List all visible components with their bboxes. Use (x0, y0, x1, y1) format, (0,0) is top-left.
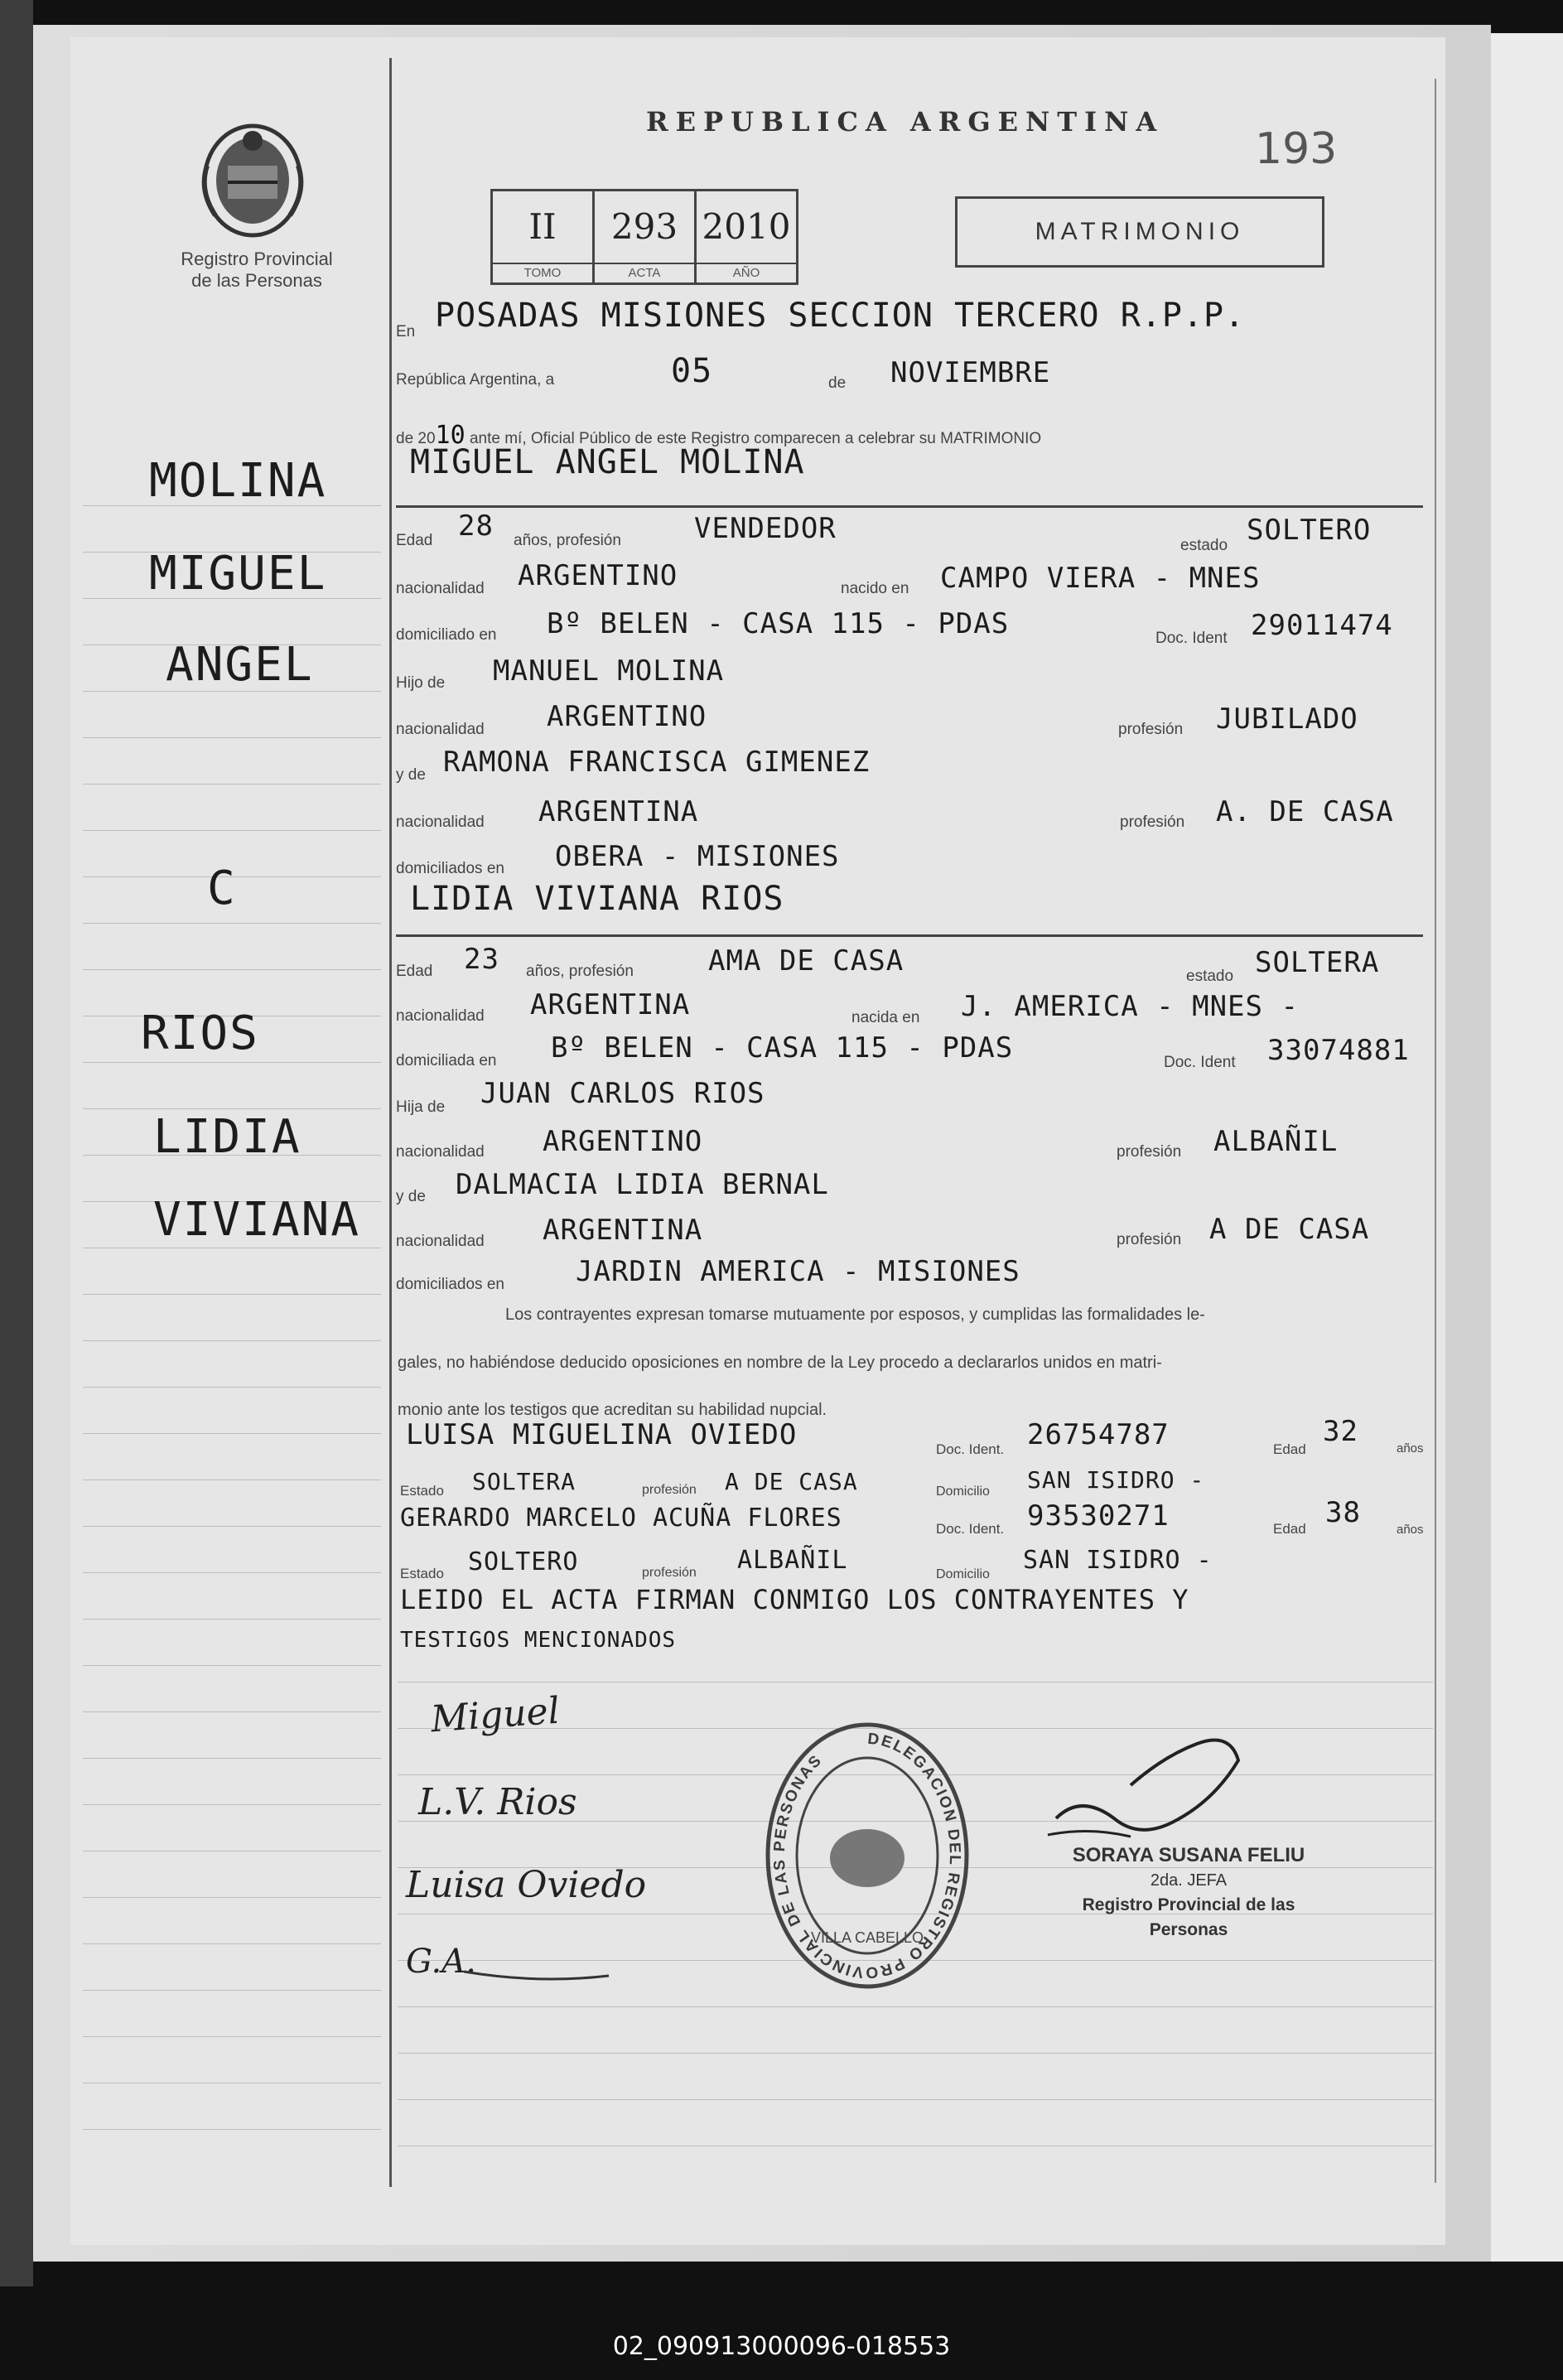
witness2-doc: 93530271 (1027, 1499, 1170, 1533)
margin-rule-line (83, 2036, 381, 2037)
margin-rule-line (83, 1711, 381, 1712)
groom-birthplace: CAMPO VIERA - MNES (940, 562, 1261, 595)
groom-nat-label: nacionalidad (396, 580, 485, 597)
stamp-inner-text: VILLA CABELLO (810, 1929, 924, 1946)
en-label: En (396, 323, 416, 340)
declaration-line2: gales, no habiéndose deducido oposiciones en nombre de la Ley procedo a declararlos unidos en matri- (398, 1354, 1162, 1372)
groom-age: 28 (458, 509, 494, 543)
footer-caption: 02_090913000096-018553 (612, 2332, 951, 2361)
country-header: REPUBLICA ARGENTINA (646, 106, 1165, 138)
bride-dom-label: domiciliada en (396, 1052, 497, 1069)
groom-dom-label: domiciliado en (396, 626, 497, 644)
witness2-prof-label: profesión (642, 1566, 697, 1580)
witness2-address: SAN ISIDRO - (1023, 1546, 1213, 1575)
margin-rule-line (83, 1108, 381, 1109)
margin-rule-line (83, 1897, 381, 1898)
bride-father-prof-label: profesión (1117, 1143, 1182, 1161)
margin-rule-line (83, 969, 381, 970)
official-office: Registro Provincial de las Personas (1082, 1895, 1295, 1939)
bride-edad-label: Edad (396, 963, 433, 980)
signature-bride: L.V. Rios (418, 1781, 577, 1823)
bride-father-nat: ARGENTINO (543, 1125, 703, 1158)
stamp-ring-text: DELEGACION DEL REGISTRO PROVINCIAL DE LAS PERSONAS (770, 1730, 964, 1982)
record-box (490, 189, 798, 285)
groom-doc-label: Doc. Ident (1155, 630, 1228, 647)
page-number: 193 (1255, 124, 1338, 174)
groom-mother: RAMONA FRANCISCA GIMENEZ (443, 746, 871, 779)
tomo-label: TOMO (493, 263, 592, 282)
republica-label: República Argentina, a (396, 371, 555, 389)
body-rule-line (398, 2099, 1433, 2100)
bride-mother-prof-label: profesión (1117, 1231, 1182, 1248)
groom-divider (396, 505, 1423, 508)
witness1-doc-label: Doc. Ident. (936, 1441, 1005, 1457)
witness1-edad-label: Edad (1273, 1441, 1306, 1457)
witness1-profession: A DE CASA (725, 1468, 858, 1495)
witness2-name: GERARDO MARCELO ACUÑA FLORES (400, 1504, 842, 1533)
binding-edge (0, 0, 33, 2286)
witness1-dom-label: Domicilio (936, 1484, 990, 1499)
closing-line1: LEIDO EL ACTA FIRMAN CONMIGO LOS CONTRAYENTES Y (400, 1584, 1189, 1615)
witness1-doc: 26754787 (1027, 1418, 1170, 1451)
margin-rule-line (83, 1619, 381, 1620)
groom-edad-label: Edad (396, 532, 433, 549)
bride-name: LIDIA VIVIANA RIOS (410, 880, 784, 918)
groom-status: SOLTERO (1247, 514, 1372, 547)
ano-label: AÑO (697, 263, 796, 282)
witness2-dom-label: Domicilio (936, 1567, 990, 1581)
groom-yde-label: y de (396, 766, 426, 784)
margin-bride-first: LIDIA (153, 1110, 302, 1164)
margin-bride-surname: RIOS (141, 1007, 259, 1060)
bride-parents-dom-label: domiciliados en (396, 1276, 504, 1293)
groom-father-nat: ARGENTINO (547, 700, 707, 733)
groom-father: MANUEL MOLINA (493, 654, 725, 688)
bride-mother-prof: A DE CASA (1209, 1213, 1370, 1246)
registry-name-line2: de las Personas (191, 270, 322, 291)
signature-witness1: Luisa Oviedo (406, 1864, 647, 1906)
margin-rule-line (83, 1758, 381, 1759)
margin-groom-surname: MOLINA (149, 454, 327, 508)
groom-profession: VENDEDOR (694, 512, 837, 545)
bride-father-nat-label: nacionalidad (396, 1143, 485, 1161)
margin-rule-line (83, 1990, 381, 1991)
witness2-anos-label: años (1397, 1523, 1424, 1537)
margin-rule-line (83, 2129, 381, 2130)
body-rule-line (398, 2053, 1433, 2054)
registry-name (149, 249, 364, 292)
margin-rule-line (83, 1804, 381, 1805)
margin-rule-line (83, 1387, 381, 1388)
acta-label: ACTA (595, 263, 694, 282)
month-value: NOVIEMBRE (890, 356, 1051, 389)
signature-groom: Miguel (429, 1689, 562, 1741)
bride-doc: 33074881 (1267, 1034, 1410, 1067)
groom-parents-dom-label: domiciliados en (396, 860, 504, 877)
witness2-edad-label: Edad (1273, 1521, 1306, 1537)
margin-groom-middle: ANGEL (166, 638, 314, 692)
registry-name-line1: Registro Provincial (181, 249, 333, 269)
groom-father-nat-label: nacionalidad (396, 721, 485, 738)
groom-prof-label: años, profesión (514, 532, 621, 549)
bride-prof-label: años, profesión (526, 963, 634, 980)
bride-birthplace: J. AMERICA - MNES - (961, 990, 1299, 1023)
witness2-age: 38 (1325, 1496, 1361, 1529)
margin-connector: C (207, 862, 237, 915)
witness2-profession: ALBAÑIL (737, 1546, 848, 1575)
margin-rule-line (83, 1943, 381, 1944)
ano-value: 2010 (702, 206, 791, 247)
tomo-cell (493, 191, 595, 282)
groom-name: MIGUEL ANGEL MOLINA (410, 443, 805, 481)
bride-nat-label: nacionalidad (396, 1007, 485, 1025)
margin-rule-line (83, 1572, 381, 1573)
groom-father-prof-label: profesión (1118, 721, 1184, 738)
bride-father: JUAN CARLOS RIOS (480, 1077, 765, 1110)
groom-nacido-label: nacido en (841, 580, 909, 597)
groom-doc: 29011474 (1251, 609, 1393, 642)
declaration-line3: monio ante los testigos que acreditan su habilidad nupcial. (398, 1401, 827, 1419)
bride-divider (396, 934, 1423, 937)
groom-father-prof: JUBILADO (1216, 702, 1358, 736)
margin-rule-line (83, 830, 381, 831)
bride-address: Bº BELEN - CASA 115 - PDAS (551, 1031, 1014, 1064)
bride-age: 23 (464, 943, 499, 976)
groom-mother-prof-label: profesión (1120, 813, 1185, 831)
acta-value: 293 (610, 206, 678, 247)
declaration-line1: Los contrayentes expresan tomarse mutuamente por esposos, y cumplidas las formalidades le- (505, 1306, 1205, 1324)
registry-stamp (762, 1719, 973, 1992)
acta-cell (595, 191, 697, 282)
official-title: 2da. JEFA (1150, 1871, 1228, 1890)
witness1-age: 32 (1323, 1415, 1358, 1448)
bride-mother: DALMACIA LIDIA BERNAL (456, 1168, 829, 1201)
margin-rule-line (83, 1526, 381, 1527)
margin-rule-line (83, 923, 381, 924)
next-page-edge (1491, 33, 1563, 2262)
witness2-estado-label: Estado (400, 1566, 444, 1581)
tomo-value: II (528, 206, 557, 247)
closing-line2: TESTIGOS MENCIONADOS (400, 1628, 677, 1653)
official-block (1048, 1843, 1329, 1943)
margin-bride-middle: VIVIANA (153, 1193, 361, 1247)
official-name: SORAYA SUSANA FELIU (1072, 1844, 1305, 1866)
year-label-pre: de 20 (396, 430, 436, 447)
groom-estado-label: estado (1180, 537, 1228, 554)
year-label-post: ante mí, Oficial Público de este Registro comparecen a celebrar su MATRIMONIO (469, 430, 1042, 447)
groom-address: Bº BELEN - CASA 115 - PDAS (547, 607, 1010, 640)
witness2-status: SOLTERO (468, 1547, 579, 1576)
margin-rule-line (83, 1433, 381, 1434)
de-label: de (828, 374, 847, 392)
bride-parents-address: JARDIN AMERICA - MISIONES (576, 1255, 1020, 1288)
place-value: POSADAS MISIONES SECCION TERCERO R.P.P. (435, 297, 1246, 335)
year-suffix: 10 (435, 421, 466, 450)
witness1-address: SAN ISIDRO - (1027, 1466, 1205, 1494)
bride-doc-label: Doc. Ident (1164, 1054, 1236, 1071)
margin-groom-first: MIGUEL (149, 547, 327, 601)
witness1-status: SOLTERA (472, 1468, 576, 1495)
right-rule (1435, 79, 1436, 2183)
margin-rule-line (83, 1294, 381, 1295)
bride-hija-label: Hija de (396, 1098, 446, 1116)
groom-hijo-label: Hijo de (396, 674, 446, 692)
witness1-estado-label: Estado (400, 1483, 444, 1499)
bride-mother-nat: ARGENTINA (543, 1214, 703, 1247)
groom-mother-prof: A. DE CASA (1216, 795, 1394, 828)
witness1-prof-label: profesión (642, 1483, 697, 1497)
witness1-anos-label: años (1397, 1441, 1424, 1456)
signature-witness2: G.A. (406, 1943, 476, 1981)
margin-rule-line (83, 1665, 381, 1666)
signature-underline (464, 1955, 613, 1988)
bride-nationality: ARGENTINA (530, 988, 691, 1021)
margin-rule-line (83, 1340, 381, 1341)
bride-father-prof: ALBAÑIL (1213, 1125, 1339, 1158)
bride-profession: AMA DE CASA (708, 944, 905, 978)
doc-type-box: MATRIMONIO (955, 196, 1324, 268)
witness1-name: LUISA MIGUELINA OVIEDO (406, 1418, 798, 1451)
margin-rule (389, 58, 392, 2187)
bride-estado-label: estado (1186, 968, 1234, 985)
groom-mother-nat-label: nacionalidad (396, 813, 485, 831)
witness2-doc-label: Doc. Ident. (936, 1521, 1005, 1537)
official-signature (1040, 1727, 1255, 1851)
margin-rule-line (83, 737, 381, 738)
day-value: 05 (671, 352, 713, 390)
bride-nacida-label: nacida en (851, 1009, 920, 1026)
ano-cell (697, 191, 796, 282)
groom-nationality: ARGENTINO (518, 559, 678, 592)
bride-yde-label: y de (396, 1188, 426, 1205)
groom-parents-address: OBERA - MISIONES (555, 840, 840, 873)
bride-mother-nat-label: nacionalidad (396, 1233, 485, 1250)
groom-mother-nat: ARGENTINA (538, 795, 699, 828)
bride-status: SOLTERA (1255, 946, 1380, 979)
body-rule-line (398, 2006, 1433, 2007)
coat-of-arms-icon (191, 116, 315, 240)
margin-rule-line (83, 1062, 381, 1063)
